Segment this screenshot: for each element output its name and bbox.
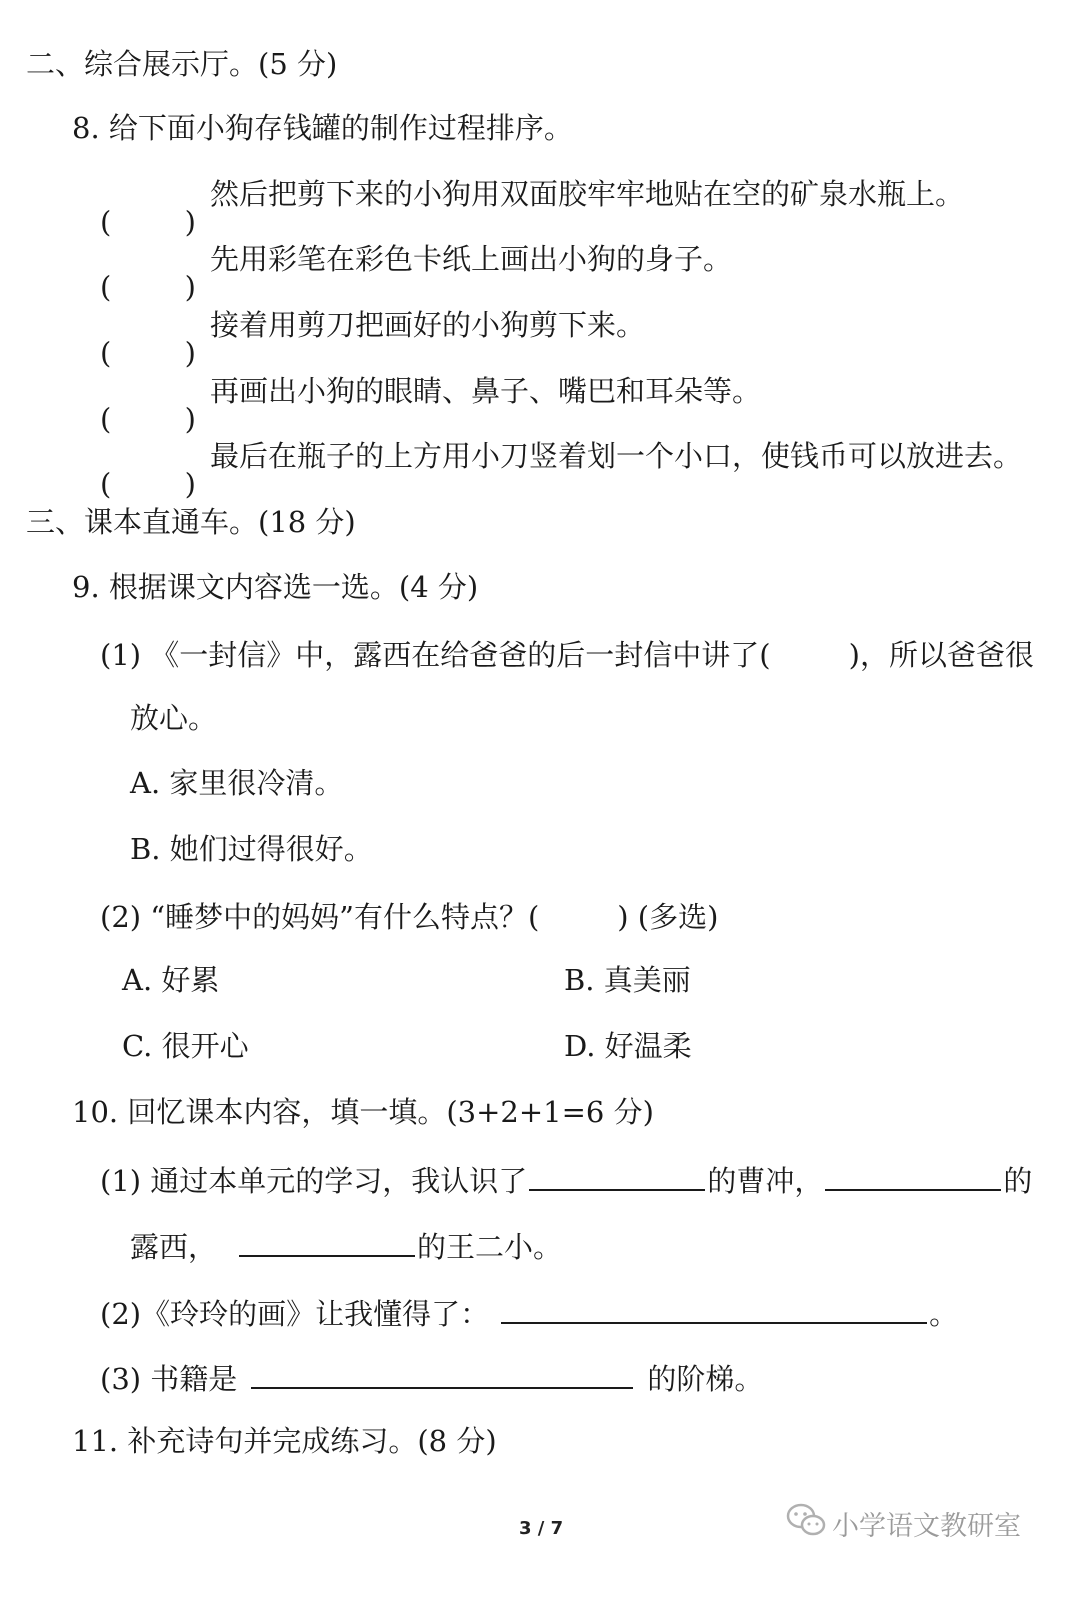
ordering-item: ( ) 最后在瓶子的上方用小刀竖着划一个小口，使钱币可以放进去。 [100,439,1023,501]
wechat-icon [786,1502,826,1545]
watermark [786,1502,1021,1545]
question-10-stem: 10. 回忆课本内容，填一填。(3+2+1=6 分) [72,1095,654,1129]
page-number: 3 / 7 [519,1518,564,1539]
question-11-stem: 11. 补充诗句并完成练习。(8 分) [72,1424,497,1458]
question-10-part-2: (2)《玲玲的画》让我懂得了： 。 [100,1292,958,1332]
question-9-stem: 9. 根据课文内容选一选。(4 分) [72,570,479,604]
ordering-item: ( ) 先用彩笔在彩色卡纸上画出小狗的身子。 [100,242,733,304]
ordering-item: ( ) 然后把剪下来的小狗用双面胶牢牢地贴在空的矿泉水瓶上。 [100,177,965,239]
choice-option: B. 真美丽 [564,963,691,997]
ordering-item: ( ) 接着用剪刀把画好的小狗剪下来。 [100,308,646,370]
section-heading: 三、课本直通车。(18 分) [26,505,356,539]
watermark-text: 小学语文教研室 [832,1511,1021,1542]
question-9-part-1: (1) 《一封信》中，露西在给爸爸的后一封信中讲了( )，所以爸爸很 [100,638,1034,672]
choice-option: A. 好累 [122,963,220,997]
fill-blank[interactable] [239,1225,415,1257]
section-heading: 二、综合展示厅。(5 分) [26,47,338,81]
fill-blank[interactable] [501,1292,927,1324]
question-10-part-1-continued: 露西， 的王二小。 [130,1225,562,1265]
fill-blank[interactable] [825,1159,1001,1191]
choice-option: D. 好温柔 [564,1029,692,1063]
question-10-part-1: (1) 通过本单元的学习，我认识了 的曹冲， 的 [100,1159,1032,1199]
choice-option: C. 很开心 [122,1029,249,1063]
choice-option: B. 她们过得很好。 [130,832,373,866]
fill-blank[interactable] [529,1159,705,1191]
question-8-stem: 8. 给下面小狗存钱罐的制作过程排序。 [72,111,573,145]
choice-option: A. 家里很冷清。 [130,766,344,800]
question-9-part-1-continued: 放心。 [130,701,218,735]
question-9-part-2: (2) “睡梦中的妈妈”有什么特点？( ) (多选) [100,900,719,934]
ordering-item: ( ) 再画出小狗的眼睛、鼻子、嘴巴和耳朵等。 [100,374,762,436]
fill-blank[interactable] [251,1357,633,1389]
question-10-part-3: (3) 书籍是 的阶梯。 [100,1357,763,1397]
